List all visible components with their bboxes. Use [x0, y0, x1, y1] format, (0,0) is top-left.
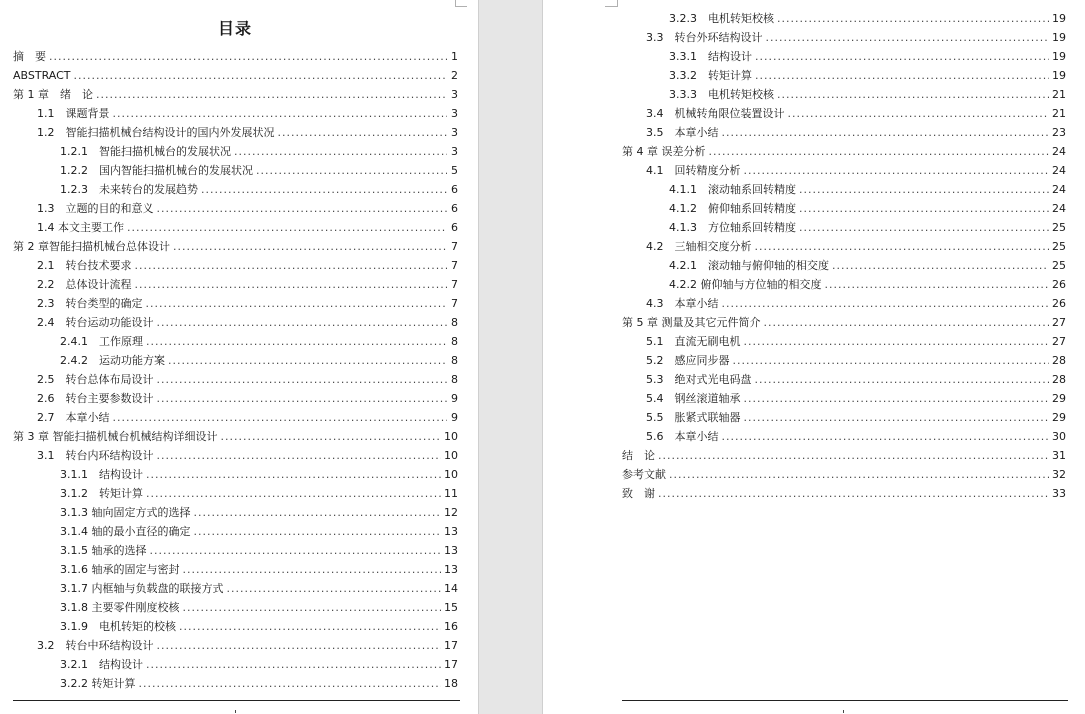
toc-entry-title: 1.2.1 智能扫描机械台的发展状况: [60, 145, 231, 158]
toc-entry-title: 2.2 总体设计流程: [37, 278, 132, 291]
toc-entry-page-number: 24: [1052, 145, 1066, 158]
toc-entry-title: 4.2.1 滚动轴与俯仰轴的相交度: [669, 259, 829, 272]
toc-entry-page-number: 31: [1052, 449, 1066, 462]
toc-dot-leader: [127, 218, 447, 237]
toc-entry-title: 3.1 转台内环结构设计: [37, 449, 154, 462]
toc-dot-leader: [157, 389, 448, 408]
toc-entry[interactable]: [622, 389, 1066, 408]
toc-entry-title: 2.4.2 运动功能方案: [60, 354, 165, 367]
toc-dot-leader: [157, 199, 448, 218]
toc-entry[interactable]: [13, 408, 458, 427]
toc-dot-leader: [146, 655, 441, 674]
toc-entry-page-number: 11: [444, 487, 458, 500]
toc-entry-page-number: 29: [1052, 411, 1066, 424]
page-footer-line: [622, 700, 1068, 701]
toc-entry[interactable]: [13, 180, 458, 199]
toc-entry-title: 3.1.1 结构设计: [60, 468, 143, 481]
toc-dot-leader: [799, 180, 1049, 199]
toc-entry-title: 参考文献: [622, 468, 666, 481]
toc-entry[interactable]: [13, 427, 458, 446]
toc-dot-leader: [744, 389, 1050, 408]
toc-entry-page-number: 17: [444, 639, 458, 652]
toc-dot-leader: [49, 47, 447, 66]
document-page-left: [0, 0, 478, 714]
toc-entry-page-number: 5: [451, 164, 458, 177]
toc-dot-leader: [146, 294, 448, 313]
toc-entry[interactable]: [622, 427, 1066, 446]
toc-entry-title: 3.3.3 电机转矩校核: [669, 88, 774, 101]
toc-dot-leader: [744, 161, 1050, 180]
toc-entry[interactable]: [622, 275, 1066, 294]
toc-entry-title: 2.3 转台类型的确定: [37, 297, 143, 310]
toc-entry-page-number: 8: [451, 316, 458, 329]
toc-entry-page-number: 1: [451, 50, 458, 63]
toc-dot-leader: [832, 256, 1049, 275]
toc-entry[interactable]: [622, 408, 1066, 427]
toc-entry-page-number: 15: [444, 601, 458, 614]
toc-entry-title: 第 2 章智能扫描机械台总体设计: [13, 240, 170, 253]
toc-entry-title: 2.4.1 工作原理: [60, 335, 143, 348]
toc-entry-page-number: 7: [451, 240, 458, 253]
toc-entry-page-number: 18: [444, 677, 458, 690]
toc-entry[interactable]: [13, 237, 458, 256]
toc-entry[interactable]: [13, 655, 458, 674]
toc-entry-title: 1.4 本文主要工作: [37, 221, 124, 234]
toc-entry[interactable]: [13, 503, 458, 522]
toc-dot-leader: [157, 370, 448, 389]
toc-entry-title: 3.3.2 转矩计算: [669, 69, 752, 82]
toc-entry-title: 2.4 转台运动功能设计: [37, 316, 154, 329]
toc-entry[interactable]: [13, 104, 458, 123]
toc-dot-leader: [139, 674, 442, 693]
toc-entry-title: 5.4 钢丝滚道轴承: [646, 392, 741, 405]
toc-dot-leader: [157, 446, 442, 465]
toc-entry-page-number: 6: [451, 221, 458, 234]
toc-entry-title: 3.1.2 转矩计算: [60, 487, 143, 500]
toc-dot-leader: [799, 199, 1049, 218]
toc-entry-page-number: 7: [451, 259, 458, 272]
toc-dot-leader: [194, 522, 442, 541]
toc-entry-page-number: 10: [444, 449, 458, 462]
toc-dot-leader: [755, 47, 1049, 66]
toc-entry-title: 3.3 转台外环结构设计: [646, 31, 763, 44]
toc-entry-page-number: 24: [1052, 202, 1066, 215]
toc-entry[interactable]: [13, 275, 458, 294]
toc-entry-page-number: 14: [444, 582, 458, 595]
toc-dot-leader: [183, 598, 442, 617]
toc-dot-leader: [135, 275, 448, 294]
toc-entry-page-number: 25: [1052, 259, 1066, 272]
toc-entry[interactable]: [622, 351, 1066, 370]
footer-mark: [843, 710, 844, 713]
toc-entry-title: 5.1 直流无刷电机: [646, 335, 741, 348]
toc-entry-title: 5.2 感应同步器: [646, 354, 730, 367]
toc-dot-leader: [764, 313, 1050, 332]
toc-entry[interactable]: [13, 370, 458, 389]
toc-entry-page-number: 19: [1052, 12, 1066, 25]
toc-entry-page-number: 26: [1052, 278, 1066, 291]
toc-dot-leader: [256, 161, 447, 180]
toc-entry-title: 3.4 机械转角限位装置设计: [646, 107, 785, 120]
toc-entry-title: 3.3.1 结构设计: [669, 50, 752, 63]
toc-entry[interactable]: [622, 332, 1066, 351]
toc-entry-page-number: 13: [444, 563, 458, 576]
toc-entry-page-number: 16: [444, 620, 458, 633]
toc-entry-page-number: 8: [451, 354, 458, 367]
toc-dot-leader: [766, 28, 1050, 47]
toc-entry[interactable]: [622, 446, 1066, 465]
toc-dot-leader: [658, 484, 1049, 503]
toc-entry-title: 3.2.1 结构设计: [60, 658, 143, 671]
toc-entry[interactable]: [622, 142, 1066, 161]
toc-dot-leader: [788, 104, 1050, 123]
toc-entry-page-number: 12: [444, 506, 458, 519]
toc-entry-title: 1.1 课题背景: [37, 107, 110, 120]
toc-entry-page-number: 6: [451, 183, 458, 196]
toc-entry[interactable]: [13, 123, 458, 142]
toc-entry[interactable]: [13, 256, 458, 275]
toc-entry[interactable]: [13, 218, 458, 237]
toc-entry[interactable]: [13, 142, 458, 161]
document-page-right: [543, 0, 1085, 714]
toc-entry[interactable]: [622, 104, 1066, 123]
toc-dot-leader: [234, 142, 447, 161]
toc-entry-page-number: 8: [451, 373, 458, 386]
toc-entry[interactable]: [13, 617, 458, 636]
toc-dot-leader: [825, 275, 1050, 294]
toc-entry-title: 4.2.2 俯仰轴与方位轴的相交度: [669, 278, 822, 291]
toc-title: 目录: [217, 19, 252, 38]
toc-entry[interactable]: [622, 313, 1066, 332]
toc-entry-title: 致 谢: [622, 487, 655, 500]
toc-entry-page-number: 30: [1052, 430, 1066, 443]
toc-entry-page-number: 19: [1052, 69, 1066, 82]
toc-entry-title: 4.1.2 俯仰轴系回转精度: [669, 202, 796, 215]
toc-entry-title: 3.1.8 主要零件刚度校核: [60, 601, 180, 614]
toc-entry[interactable]: [13, 560, 458, 579]
toc-entry-page-number: 33: [1052, 487, 1066, 500]
toc-entry-page-number: 9: [451, 392, 458, 405]
toc-entry-title: 2.6 转台主要参数设计: [37, 392, 154, 405]
toc-entry[interactable]: [622, 199, 1066, 218]
toc-entry-page-number: 9: [451, 411, 458, 424]
toc-entry-title: 3.1.3 轴向固定方式的选择: [60, 506, 191, 519]
toc-dot-leader: [146, 484, 441, 503]
toc-entry-page-number: 23: [1052, 126, 1066, 139]
toc-entry-title: 1.2.2 国内智能扫描机械台的发展状况: [60, 164, 253, 177]
toc-dot-leader: [183, 560, 442, 579]
toc-dot-leader: [278, 123, 448, 142]
toc-entry-page-number: 32: [1052, 468, 1066, 481]
toc-entry[interactable]: [622, 9, 1066, 28]
toc-entry-page-number: 7: [451, 278, 458, 291]
toc-dot-leader: [146, 465, 441, 484]
toc-entry[interactable]: [13, 351, 458, 370]
toc-entry-title: 3.2.3 电机转矩校核: [669, 12, 774, 25]
toc-entry-page-number: 3: [451, 107, 458, 120]
toc-entry-title: 5.5 胀紧式联轴器: [646, 411, 741, 424]
toc-entry-page-number: 7: [451, 297, 458, 310]
toc-dot-leader: [669, 465, 1049, 484]
toc-entry-page-number: 3: [451, 145, 458, 158]
toc-list-left: [13, 47, 458, 693]
toc-entry[interactable]: [13, 484, 458, 503]
toc-entry[interactable]: [622, 484, 1066, 503]
toc-entry-page-number: 19: [1052, 50, 1066, 63]
toc-entry[interactable]: [622, 465, 1066, 484]
toc-entry-title: 4.1.1 滚动轴系回转精度: [669, 183, 796, 196]
toc-entry-page-number: 13: [444, 525, 458, 538]
toc-dot-leader: [135, 256, 448, 275]
toc-entry[interactable]: [13, 579, 458, 598]
toc-entry[interactable]: [622, 256, 1066, 275]
toc-entry-page-number: 19: [1052, 31, 1066, 44]
toc-dot-leader: [227, 579, 442, 598]
toc-entry-title: 5.3 绝对式光电码盘: [646, 373, 752, 386]
toc-entry[interactable]: [622, 370, 1066, 389]
toc-entry[interactable]: [622, 180, 1066, 199]
toc-dot-leader: [777, 85, 1049, 104]
toc-dot-leader: [150, 541, 442, 560]
toc-entry[interactable]: [13, 294, 458, 313]
toc-entry-title: 1.2 智能扫描机械台结构设计的国内外发展状况: [37, 126, 275, 139]
toc-dot-leader: [658, 446, 1049, 465]
toc-entry[interactable]: [13, 313, 458, 332]
toc-entry-page-number: 17: [444, 658, 458, 671]
toc-entry-page-number: 25: [1052, 221, 1066, 234]
toc-entry-title: 4.1 回转精度分析: [646, 164, 741, 177]
toc-entry-page-number: 21: [1052, 88, 1066, 101]
toc-dot-leader: [146, 332, 447, 351]
toc-entry[interactable]: [13, 541, 458, 560]
page-footer-line: [13, 700, 460, 701]
toc-dot-leader: [744, 408, 1050, 427]
toc-entry-title: 4.2 三轴相交度分析: [646, 240, 752, 253]
toc-dot-leader: [194, 503, 442, 522]
toc-entry[interactable]: [622, 66, 1066, 85]
toc-dot-leader: [173, 237, 447, 256]
toc-entry-title: 2.7 本章小结: [37, 411, 110, 424]
toc-entry-page-number: 26: [1052, 297, 1066, 310]
toc-entry-page-number: 27: [1052, 335, 1066, 348]
toc-dot-leader: [755, 237, 1050, 256]
crop-mark-top-left-h: [455, 6, 467, 7]
footer-mark: [235, 710, 236, 713]
toc-dot-leader: [74, 66, 447, 85]
toc-dot-leader: [221, 427, 442, 446]
toc-entry[interactable]: [13, 85, 458, 104]
toc-entry-page-number: 28: [1052, 373, 1066, 386]
toc-entry-page-number: 13: [444, 544, 458, 557]
toc-dot-leader: [113, 104, 448, 123]
toc-dot-leader: [157, 636, 442, 655]
toc-entry-page-number: 24: [1052, 183, 1066, 196]
toc-dot-leader: [168, 351, 447, 370]
toc-entry-title: 3.2 转台中环结构设计: [37, 639, 154, 652]
toc-entry-title: 2.5 转台总体布局设计: [37, 373, 154, 386]
toc-dot-leader: [157, 313, 448, 332]
toc-entry-page-number: 28: [1052, 354, 1066, 367]
toc-entry-title: 3.1.7 内框轴与负载盘的联接方式: [60, 582, 224, 595]
toc-entry[interactable]: [13, 47, 458, 66]
toc-entry[interactable]: [13, 446, 458, 465]
toc-entry-title: 第 5 章 测量及其它元件简介: [622, 316, 761, 329]
toc-entry-title: 3.2.2 转矩计算: [60, 677, 136, 690]
toc-entry-title: 3.1.9 电机转矩的校核: [60, 620, 176, 633]
toc-entry-page-number: 8: [451, 335, 458, 348]
toc-dot-leader: [179, 617, 441, 636]
toc-dot-leader: [722, 294, 1050, 313]
toc-entry[interactable]: [622, 237, 1066, 256]
toc-entry-title: 4.1.3 方位轴系回转精度: [669, 221, 796, 234]
toc-entry-title: 3.5 本章小结: [646, 126, 719, 139]
crop-mark-top-right: [617, 0, 618, 7]
toc-entry-page-number: 24: [1052, 164, 1066, 177]
toc-entry-title: 摘 要: [13, 50, 46, 63]
toc-entry[interactable]: [622, 47, 1066, 66]
toc-entry-page-number: 3: [451, 126, 458, 139]
toc-entry[interactable]: [13, 465, 458, 484]
toc-entry-page-number: 29: [1052, 392, 1066, 405]
toc-entry-title: 2.1 转台技术要求: [37, 259, 132, 272]
page-gutter: [478, 0, 543, 714]
toc-entry-title: 第 4 章 误差分析: [622, 145, 706, 158]
toc-entry[interactable]: [622, 123, 1066, 142]
toc-entry-page-number: 27: [1052, 316, 1066, 329]
toc-entry[interactable]: [13, 674, 458, 693]
toc-entry-title: 结 论: [622, 449, 655, 462]
toc-dot-leader: [733, 351, 1050, 370]
toc-entry[interactable]: [13, 522, 458, 541]
toc-dot-leader: [96, 85, 447, 104]
toc-entry[interactable]: [622, 294, 1066, 313]
toc-entry[interactable]: [13, 66, 458, 85]
toc-entry-page-number: 10: [444, 430, 458, 443]
toc-entry[interactable]: [13, 389, 458, 408]
toc-entry-title: 4.3 本章小结: [646, 297, 719, 310]
toc-entry[interactable]: [13, 332, 458, 351]
toc-entry-title: 3.1.6 轴承的固定与密封: [60, 563, 180, 576]
gutter-edge: [478, 0, 479, 714]
toc-entry-title: 1.3 立题的目的和意义: [37, 202, 154, 215]
toc-entry-page-number: 2: [451, 69, 458, 82]
toc-entry-title: 第 3 章 智能扫描机械台机械结构详细设计: [13, 430, 218, 443]
toc-entry[interactable]: [622, 28, 1066, 47]
toc-dot-leader: [201, 180, 447, 199]
toc-entry[interactable]: [622, 161, 1066, 180]
toc-list-right: [622, 9, 1066, 503]
toc-entry-title: ABSTRACT: [13, 69, 71, 82]
toc-entry-page-number: 25: [1052, 240, 1066, 253]
toc-entry-title: 第 1 章 绪 论: [13, 88, 93, 101]
toc-dot-leader: [777, 9, 1049, 28]
toc-entry-title: 3.1.4 轴的最小直径的确定: [60, 525, 191, 538]
toc-entry[interactable]: [622, 85, 1066, 104]
crop-mark-top-right-h: [605, 6, 617, 7]
toc-entry[interactable]: [13, 598, 458, 617]
toc-entry-page-number: 21: [1052, 107, 1066, 120]
toc-dot-leader: [744, 332, 1050, 351]
toc-entry[interactable]: [622, 218, 1066, 237]
toc-entry-title: 1.2.3 未来转台的发展趋势: [60, 183, 198, 196]
toc-dot-leader: [709, 142, 1050, 161]
toc-dot-leader: [722, 427, 1050, 446]
toc-dot-leader: [722, 123, 1050, 142]
toc-entry-page-number: 6: [451, 202, 458, 215]
toc-entry[interactable]: [13, 636, 458, 655]
toc-entry[interactable]: [13, 199, 458, 218]
toc-dot-leader: [113, 408, 448, 427]
toc-entry-title: 3.1.5 轴承的选择: [60, 544, 147, 557]
toc-entry[interactable]: [13, 161, 458, 180]
toc-dot-leader: [755, 66, 1049, 85]
toc-dot-leader: [755, 370, 1050, 389]
toc-entry-page-number: 10: [444, 468, 458, 481]
toc-entry-page-number: 3: [451, 88, 458, 101]
toc-entry-title: 5.6 本章小结: [646, 430, 719, 443]
toc-dot-leader: [799, 218, 1049, 237]
